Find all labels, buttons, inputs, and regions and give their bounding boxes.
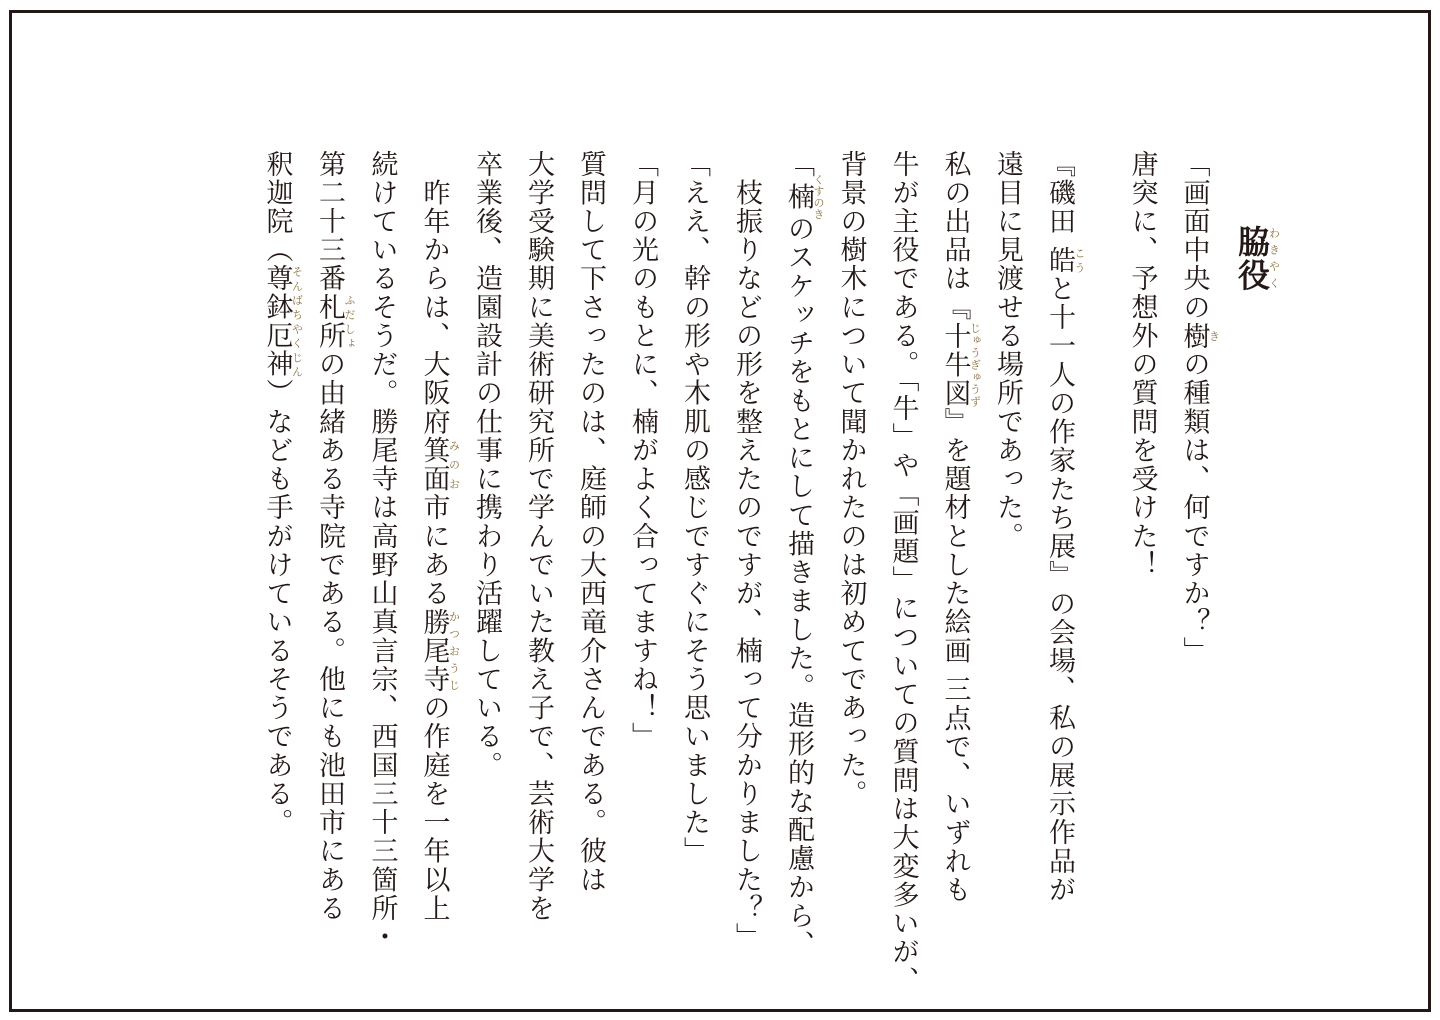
text-segment: 背景の樹木について聞かれたのは初めてであった。	[835, 150, 867, 809]
ruby-reading: くすのき	[812, 173, 825, 220]
ruby-base: 勝尾寺	[418, 607, 450, 694]
text-segment: 枝振りなどの形を整えたのですが、楠って分かりました？」	[731, 150, 762, 952]
text-segment: の由緒ある寺院である。他にも池田市にある	[314, 350, 345, 923]
text-line	[251, 150, 304, 920]
text-line	[1168, 150, 1221, 920]
text-segment: 卒業後、造園設計の仕事に携わり活躍している。	[471, 150, 502, 780]
text-segment: ）なども手がけているそうである。	[261, 378, 293, 837]
text-segment: 「月の光のもとに、楠がよく合ってますね！」	[627, 150, 658, 752]
ruby-base: 十牛図	[939, 321, 971, 408]
text-segment: 』を題材とした絵画 三点で、いずれも	[939, 407, 971, 905]
text-line	[981, 150, 1033, 920]
ruby-base: 楠	[783, 173, 814, 220]
text-segment: 第二十三番	[314, 150, 345, 294]
body-text	[251, 150, 1221, 996]
text-line	[303, 150, 356, 923]
text-segment: の種類は、何ですか？」	[1178, 350, 1210, 666]
text-line	[564, 150, 616, 920]
ruby-base: 皓	[1044, 246, 1075, 275]
title-reading: わきやく	[1267, 225, 1281, 292]
blank-line	[1086, 150, 1116, 920]
ruby-word	[261, 264, 304, 379]
text-line	[772, 150, 825, 959]
title-text: 脇役	[1233, 225, 1271, 292]
text-line	[408, 150, 461, 923]
ruby-word	[418, 607, 461, 694]
text-segment: 『磯田	[1044, 150, 1075, 247]
text-line	[460, 150, 512, 920]
ruby-word	[418, 436, 461, 494]
text-segment: 遠目に見渡せる場所であった。	[992, 150, 1023, 551]
text-line	[1116, 150, 1168, 920]
text-line	[825, 150, 877, 920]
text-segment: 「画面中央の	[1178, 150, 1210, 322]
ruby-reading: じゅうぎゅうず	[968, 321, 982, 408]
text-line	[512, 150, 564, 923]
ruby-reading: そんばちやくじん	[290, 264, 304, 379]
ruby-word	[1178, 321, 1221, 351]
text-segment: のスケッチをもとにして描きました。造形的な配慮から、	[783, 214, 814, 959]
ruby-reading: かつおうじ	[447, 607, 461, 694]
text-segment: 私の出品は『	[939, 150, 971, 322]
text-segment: 大学受験期に美術研究所で学んでいた教え子で、芸術大学を	[523, 150, 554, 923]
text-line	[877, 150, 929, 996]
text-segment: 続けているそうだ。勝尾寺は高野山真言宗、西国三十三箇所・	[366, 150, 398, 952]
text-segment: の作庭を一年以上	[418, 693, 450, 923]
ruby-base: 箕面	[418, 436, 450, 494]
ruby-word	[783, 173, 825, 220]
text-line	[668, 150, 720, 920]
chapter-title	[1232, 225, 1280, 292]
text-segment: 「	[783, 150, 814, 179]
ruby-reading: こう	[1073, 246, 1086, 275]
ruby-word	[1044, 246, 1086, 275]
text-line	[356, 150, 408, 952]
ruby-base: 尊鉢厄神	[261, 264, 293, 379]
text-segment: 唐突に、予想外の質問を受けた！	[1126, 150, 1158, 580]
ruby-base: 樹	[1178, 321, 1210, 351]
text-segment: 昨年からは、大阪府	[418, 150, 450, 437]
ruby-reading: みのお	[447, 436, 461, 494]
text-line	[1033, 150, 1086, 920]
ruby-word	[939, 321, 982, 408]
text-line	[929, 150, 982, 920]
ruby-reading: き	[1207, 321, 1221, 351]
text-line	[720, 150, 772, 952]
title-ruby	[1233, 225, 1281, 292]
ruby-reading: ふだしょ	[343, 293, 356, 351]
text-segment: 釈迦院（	[261, 150, 293, 265]
text-line	[616, 150, 668, 920]
text-segment: 「ええ、幹の形や木肌の感じですぐにそう思いました」	[679, 150, 710, 866]
text-segment: と十一人の作家たち展』の会場、私の展示作品が	[1044, 274, 1075, 905]
ruby-base: 札所	[314, 293, 345, 351]
text-segment: 市にある	[418, 493, 450, 608]
text-segment: 質問して下さったのは、庭師の大西竜介さんである。彼は	[575, 150, 606, 895]
text-segment: 牛が主役である。「牛」や「画題」についての質問は大変多いが、	[887, 150, 919, 996]
ruby-word	[314, 293, 356, 351]
